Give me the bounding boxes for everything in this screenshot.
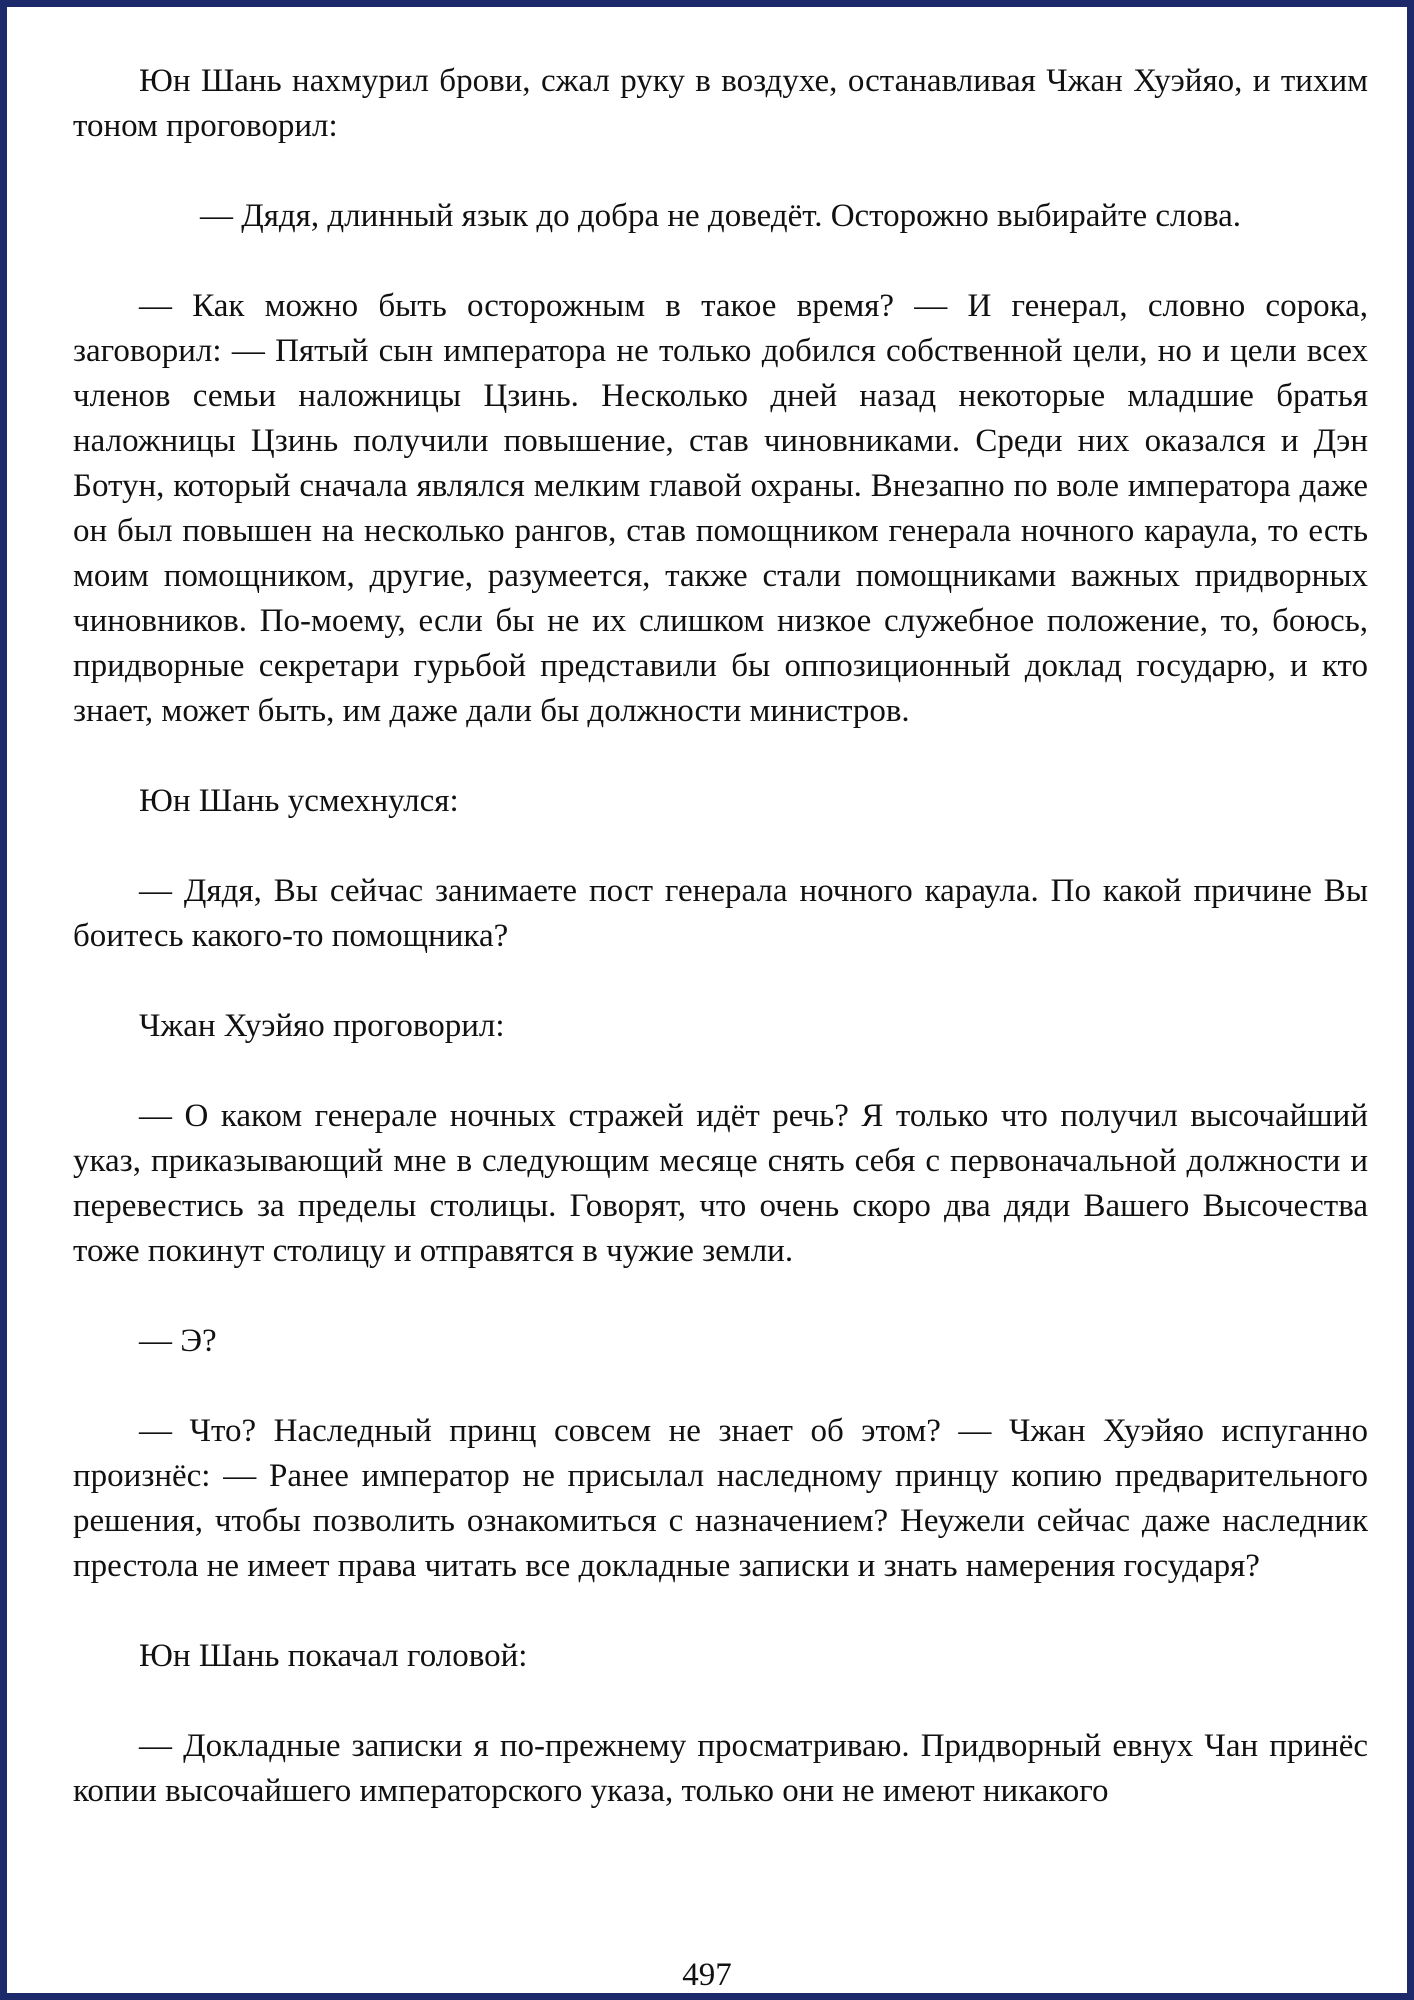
- paragraph: Юн Шань усмехнулся:: [139, 783, 459, 819]
- paragraph: Юн Шань нахмурил брови, сжал руку в воздухе, останавливая Чжан Хуэйяо, и тихим тоном проговорил:: [73, 63, 1368, 144]
- paragraph: — Как можно быть осторожным в такое время? — И генерал, словно сорока, заговорил: — Пятый сын императора не только добился собственной цели, но и цели всех членов семьи наложницы Цзинь. Несколько дней назад некоторые младшие братья наложницы Цзинь получили повышение, став чиновниками. Среди них оказался и Дэн Ботун, который сначала являлся мелким главой охраны. Внезапно по воле императора даже он был повышен на несколько рангов, став помощником генерала ночного караула, то есть моим помощником, другие, разумеется, также стали помощниками важных придворных чиновников. По-моему, если бы не их слишком низкое служебное положение, то, боюсь, придворные секретари гурьбой представили бы оппозиционный доклад государю, и кто знает, может быть, им даже дали бы должности министров.: [73, 288, 1368, 729]
- paragraph: — О каком генерале ночных стражей идёт речь? Я только что получил высочайший указ, приказывающий мне в следующим месяце снять себя с первоначальной должности и перевестись за пределы столицы. Говорят, что очень скоро два дяди Вашего Высочества тоже покинут столицу и отправятся в чужие земли.: [73, 1098, 1368, 1269]
- page-body: [73, 59, 1368, 1814]
- paragraph: — Что? Наследный принц совсем не знает об этом? — Чжан Хуэйяо испуганно произнёс: — Ранее император не присылал наследному принцу копию предварительного решения, чтобы позволить ознакомиться с назначением? Неужели сейчас даже наследник престола не имеет права читать все докладные записки и знать намерения государя?: [73, 1413, 1368, 1584]
- page-number: 497: [682, 1957, 732, 1993]
- paragraph: — Докладные записки я по-прежнему просматриваю. Придворный евнух Чан принёс копии высочайшего императорского указа, только они не имеют никакого: [73, 1728, 1368, 1809]
- paragraph: — Дядя, длинный язык до добра не доведёт. Осторожно выбирайте слова.: [199, 198, 1242, 234]
- paragraph: Чжан Хуэйяо проговорил:: [139, 1008, 505, 1044]
- paragraph: — Э?: [139, 1323, 217, 1359]
- paragraph: — Дядя, Вы сейчас занимаете пост генерала ночного караула. По какой причине Вы боитесь какого-то помощника?: [73, 873, 1368, 954]
- paragraph: Юн Шань покачал головой:: [139, 1638, 528, 1674]
